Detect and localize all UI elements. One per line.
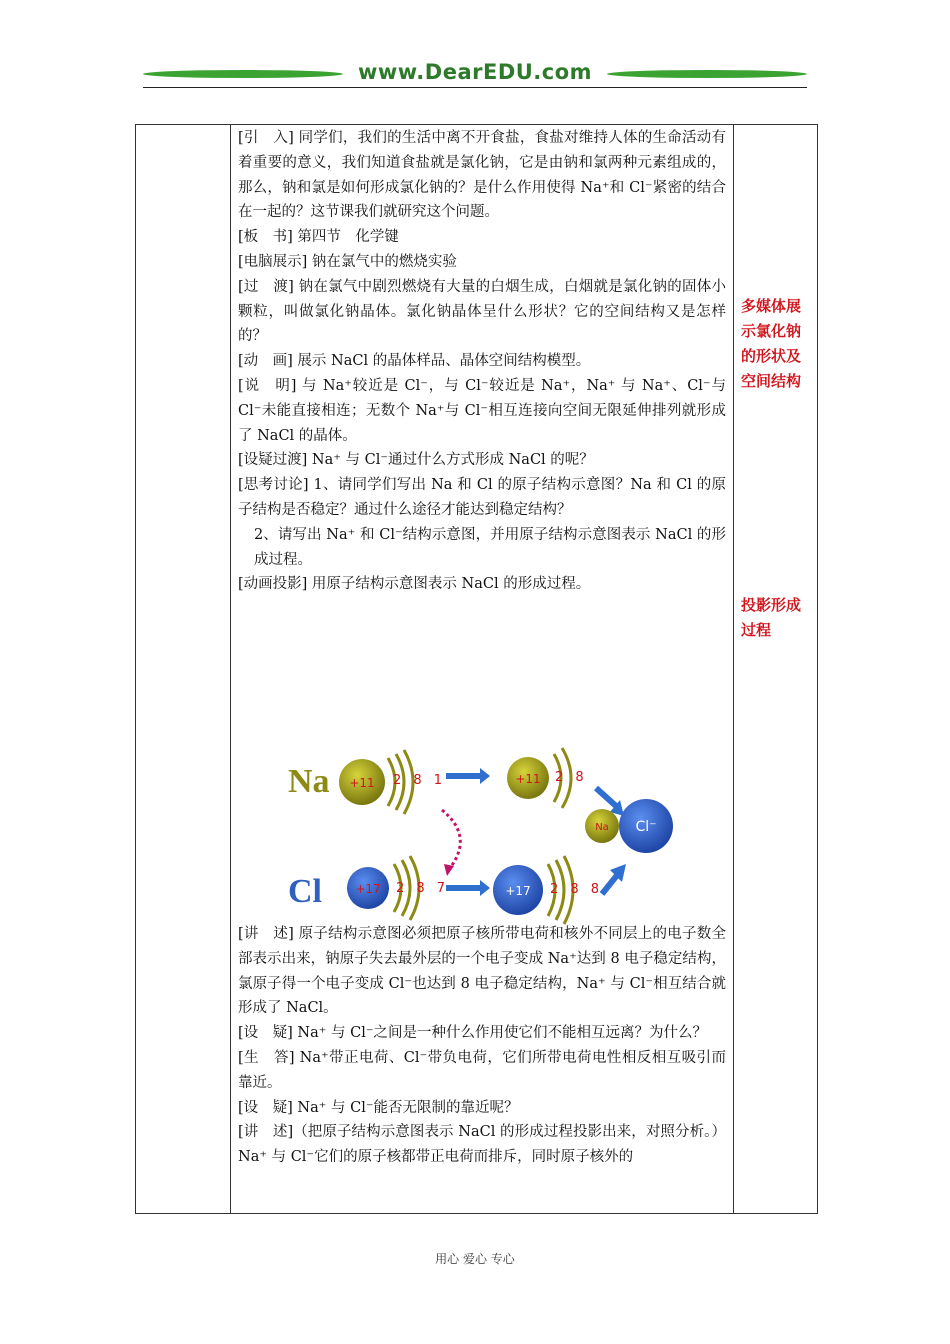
electron-transfer-arrow	[442, 810, 460, 868]
paragraph-student-answer: [生 答] Na⁺带正电荷、Cl⁻带负电荷，它们所带电荷电性相反相互吸引而靠近。	[238, 1049, 726, 1091]
column-divider-left	[230, 125, 231, 1213]
page-footer: 用心 爱心 专心	[435, 1252, 515, 1266]
paragraph-animation: [动 画] 展示 NaCl 的晶体样品、晶体空间结构模型。	[238, 353, 591, 370]
paragraph-narration-2: [讲 述]（把原子结构示意图表示 NaCl 的形成过程投影出来，对照分析。）Na⁺ 与 Cl⁻它们的原子核都带正电荷而排斥，同时原子核外的	[238, 1124, 726, 1166]
paragraph-intro: [引 入] 同学们，我们的生活中离不开食盐，食盐对维持人体的生命活动有着重要的意义，我们知道食盐就是氯化钠，它是由钠和氯两种元素组成的，那么，钠和氯是如何形成氯化钠的？是什么作用使得 Na⁺和 Cl⁻紧密的结合在一起的？这节课我们就研究这个问题。	[238, 130, 726, 221]
lesson-content	[238, 126, 726, 597]
cl-ion-shell-electrons: 2 8 8	[550, 882, 604, 897]
na-symbol: Na	[288, 763, 330, 800]
paragraph-transition: [过 渡] 钠在氯气中剧烈燃烧有大量的白烟生成，白烟就是氯化钠的固体小颗粒，叫做氯化钠晶体。氯化钠晶体呈什么形状？它的空间结构又是怎样的？	[238, 278, 726, 345]
arrow-na-to-ion-head	[480, 768, 490, 784]
arrow-na-ion-to-nacl	[596, 788, 616, 806]
column-divider-right	[733, 125, 734, 1213]
side-note-projection: 投影形成过程	[741, 596, 802, 639]
electron-transfer-arrow-head	[444, 864, 454, 876]
cl-nucleus-charge: +17	[355, 882, 381, 896]
na-ion-shell-electrons: 2 8	[555, 770, 588, 785]
paragraph-question-2: [设 疑] Na⁺ 与 Cl⁻能否无限制的靠近呢？	[238, 1099, 519, 1116]
paragraph-projection: [动画投影] 用原子结构示意图表示 NaCl 的形成过程。	[238, 576, 591, 593]
lesson-content-continued	[238, 922, 726, 1170]
header-rule	[143, 87, 807, 88]
arrow-cl-to-ion-head	[480, 880, 490, 896]
site-logo: www.DearEDU.com	[357, 60, 593, 84]
side-note-multimedia: 多媒体展示氯化钠的形状及空间结构	[741, 297, 802, 390]
nacl-na-label: Na	[595, 822, 609, 833]
na-shell-electrons: 2 8 1	[393, 773, 447, 788]
arrow-cl-ion-to-nacl	[602, 874, 618, 894]
na-nucleus-charge: +11	[349, 776, 375, 790]
nacl-formation-diagram	[284, 740, 684, 925]
paragraph-computer-show: [电脑展示] 钠在氯气中的燃烧实验	[238, 253, 457, 270]
paragraph-question-1: [设 疑] Na⁺ 与 Cl⁻之间是一种什么作用使它们不能相互远离？为什么？	[238, 1025, 708, 1042]
cl-shell-electrons: 2 8 7	[396, 881, 450, 896]
paragraph-discussion: [思考讨论] 1、请同学们写出 Na 和 Cl 的原子结构示意图？Na 和 Cl 的原子结构是否稳定？通过什么途径才能达到稳定结构？	[238, 477, 726, 518]
paragraph-discussion-2: 2、请写出 Na⁺ 和 Cl⁻结构示意图，并用原子结构示意图表示 NaCl 的形成过程。	[254, 526, 726, 568]
na-ion-charge: +11	[515, 772, 541, 786]
cl-ion-charge: +17	[505, 884, 531, 898]
page-header	[143, 60, 807, 94]
nacl-cl-label: Cl⁻	[635, 819, 657, 835]
paragraph-board: [板 书] 第四节 化学键	[238, 229, 399, 246]
paragraph-narration: [讲 述] 原子结构示意图必须把原子核所带电荷和核外不同层上的电子数全部表示出来，钠原子失去最外层的一个电子变成 Na⁺达到 8 电子稳定结构，氯原子得一个电子变成 Cl⁻也达到 8 电子稳定结构，Na⁺ 与 Cl⁻相互结合就形成了 NaCl。	[238, 926, 726, 1017]
paragraph-explanation: [说 明] 与 Na⁺较近是 Cl⁻，与 Cl⁻较近是 Na⁺，Na⁺ 与 Na⁺、Cl⁻与 Cl⁻未能直接相连；无数个 Na⁺与 Cl⁻相互连接向空间无限延伸排列就形成了 NaCl 的晶体。	[238, 377, 726, 444]
cl-symbol: Cl	[288, 873, 322, 910]
paragraph-question-transition: [设疑过渡] Na⁺ 与 Cl⁻通过什么方式形成 NaCl 的呢？	[238, 452, 594, 469]
